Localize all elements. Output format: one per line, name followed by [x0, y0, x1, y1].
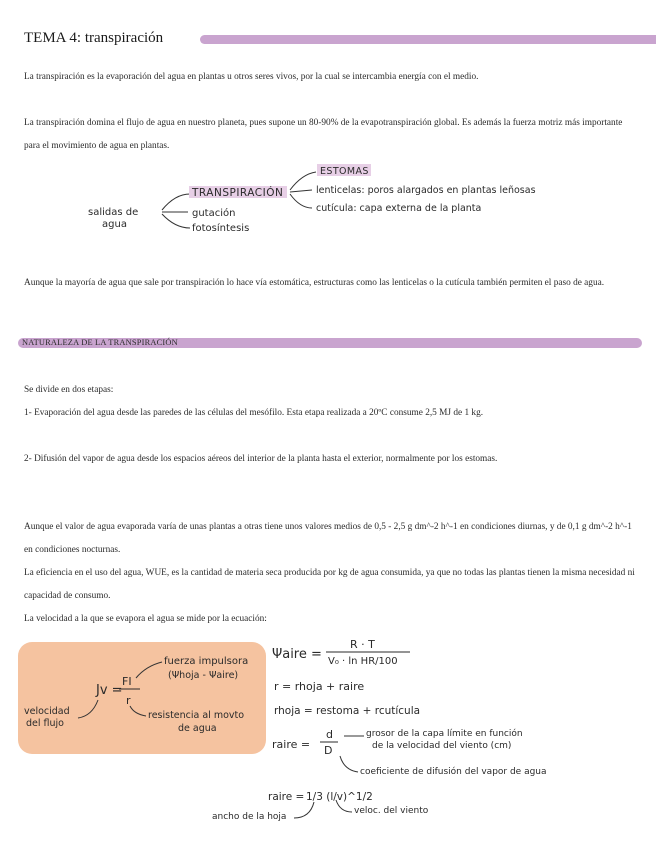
diagram-sub-cuticle: cutícula: capa externa de la planta	[316, 203, 482, 214]
flux-equation	[18, 642, 266, 754]
arrow-flow-velocity	[78, 700, 98, 718]
arrow-to-photosynthesis	[162, 214, 190, 228]
label-flow-velocity: velocidad	[24, 706, 70, 717]
label-resistance: resistencia al movto	[148, 710, 245, 721]
flux-numerator: FI	[122, 675, 132, 688]
diagram-branch-gutation: gutación	[192, 208, 236, 219]
delta-rhs: 1/3 (l/v)^1/2	[306, 791, 373, 803]
water-outputs-diagram	[80, 160, 600, 240]
wue-paragraph: La eficiencia en el uso del agua, WUE, es la cantidad de materia seca producida por kg de agua consumida, ya que no todas las plantas tienen la misma necesidad ni capacidad de consumo.	[24, 568, 635, 601]
flux-denominator: r	[126, 694, 131, 707]
equation-intro: La velocidad a la que se evapora el agua se mide por la ecuación:	[24, 614, 267, 624]
section-title: NATURALEZA DE LA TRANSPIRACIÓN	[22, 338, 178, 347]
arrow-diffusion	[340, 756, 358, 772]
diagram-branch-photosynthesis: fotosíntesis	[192, 223, 250, 234]
label-resistance-2: de agua	[178, 723, 217, 734]
note-diffusion: coeficiente de difusión del vapor de agua	[360, 767, 547, 777]
psi-numerator: R · T	[350, 638, 375, 651]
stage-1: 1- Evaporación del agua desde las paredes de las células del mesófilo. Esta etapa realizada a 20ºC consume 2,5 MJ de 1 kg.	[24, 408, 484, 418]
diagram-sub-lenticels: lenticelas: poros alargados en plantas leñosas	[316, 185, 536, 196]
arrow-resistance	[130, 706, 146, 716]
diagram-source-line1: salidas de	[88, 207, 139, 218]
arrow-to-transpiration	[162, 194, 190, 210]
arrow-to-lenticels	[290, 190, 312, 192]
psi-denominator: V₀ · ln HR/100	[328, 656, 398, 667]
flux-lhs: Jv =	[96, 683, 123, 698]
page-title: TEMA 4: transpiración	[24, 30, 164, 46]
note-leaf-width: ancho de la hoja	[212, 812, 287, 822]
r-total: r = rhoja + raire	[274, 680, 365, 693]
after-diagram-paragraph: Aunque la mayoría de agua que sale por transpiración lo hace vía estomática, estructuras como las lenticelas o la cutícula también permiten el paso de agua.	[24, 278, 605, 288]
note-wind-speed: de la velocidad del viento (cm)	[372, 741, 512, 751]
psi-lhs: Ψaire =	[272, 647, 322, 662]
arrow-leaf-width	[294, 802, 314, 818]
arrow-wind-velocity	[336, 800, 352, 812]
note-boundary-layer: grosor de la capa límite en función	[366, 729, 523, 739]
diagram-sub-stomata: ESTOMAS	[320, 166, 369, 177]
r-aire-lhs: raire =	[272, 738, 311, 751]
intro-paragraph-2: La transpiración domina el flujo de agua en nuestro planeta, pues supone un 80-90% de la evapotranspiración global. Es además la fuerza motriz más importante para el movimiento de agua en plantas.	[24, 118, 623, 151]
stage-2: 2- Difusión del vapor de agua desde los espacios aéreos del interior de la planta hasta el exterior, normalmente por los estomas.	[24, 454, 498, 464]
r-hoja: rhoja = restoma + rcutícula	[274, 705, 421, 717]
title-underline-bar	[200, 35, 656, 44]
label-driving-force: fuerza impulsora	[164, 656, 249, 667]
note-wind-velocity: veloc. del viento	[354, 806, 429, 816]
arrow-to-stomata	[290, 172, 316, 190]
values-paragraph: Aunque el valor de agua evaporada varía de unas plantas a otras tiene unos valores medios de 0,5 - 2,5 g dm^-2 h^-1 en condiciones diurnas, y de 0,1 g dm^-2 h^-1 en condiciones nocturnas.	[24, 522, 632, 555]
label-driving-force-formula: (Ψhoja - Ψaire)	[168, 670, 239, 681]
intro-paragraph-1: La transpiración es la evaporación del agua en plantas u otros seres vivos, por la cual se intercambia energía con el medio.	[24, 72, 479, 82]
bottom-arrows	[290, 796, 360, 826]
arrow-driving-force	[136, 662, 162, 678]
r-aire-numerator: d	[326, 728, 333, 741]
stages-intro: Se divide en dos etapas:	[24, 385, 114, 395]
arrow-to-cuticle	[290, 194, 312, 208]
r-aire-denominator: D	[324, 744, 333, 757]
label-flow-velocity-2: del flujo	[26, 718, 64, 729]
delta-lhs: raire =	[268, 791, 305, 803]
diagram-branch-transpiration: TRANSPIRACIÓN	[192, 187, 284, 199]
diagram-source-line2: agua	[102, 219, 127, 230]
